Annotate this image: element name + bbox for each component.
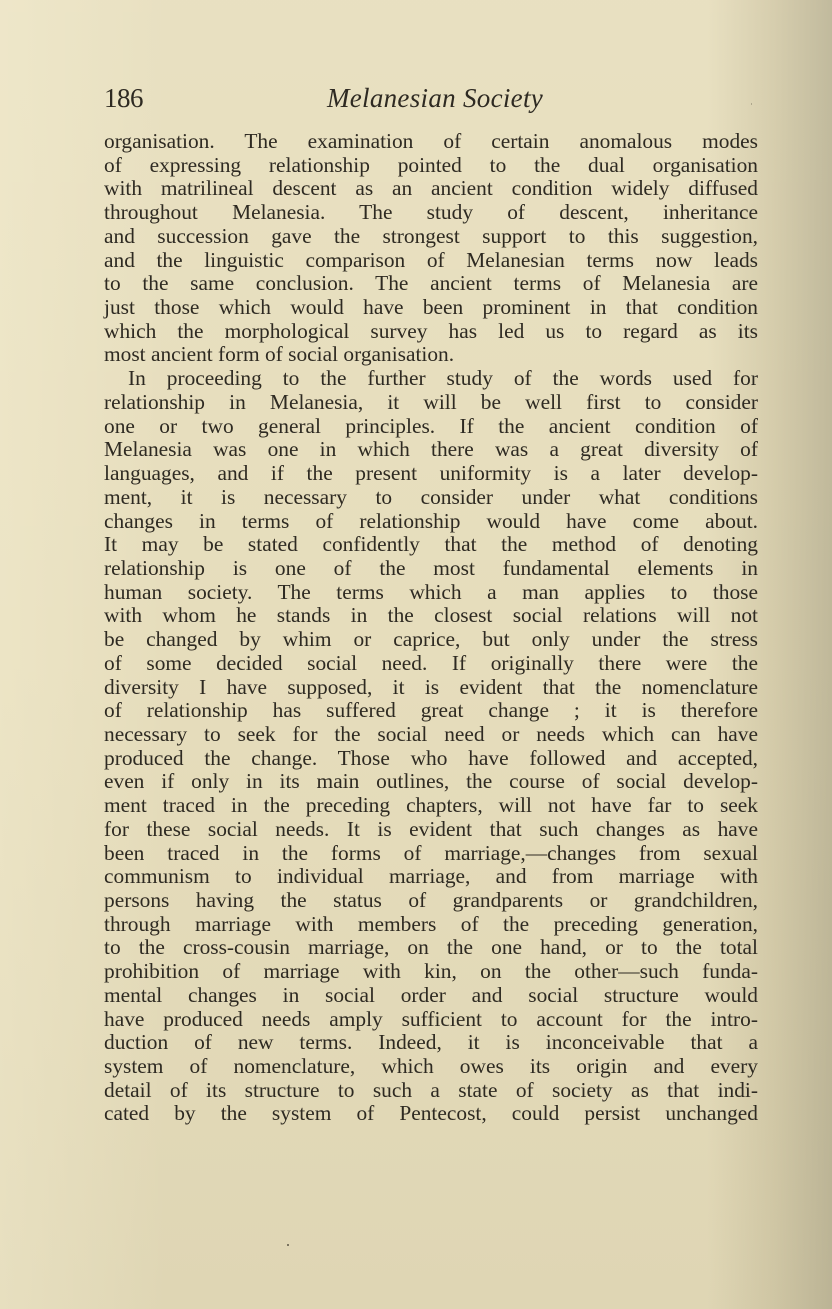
paragraph (104, 130, 758, 367)
text-line: In proceeding to the further study of the words used for (128, 366, 758, 391)
text-line: for these social needs. It is evident that such changes as have (104, 816, 758, 841)
text-line: communism to individual marriage, and from marriage with (104, 864, 758, 889)
text-line: even if only in its main outlines, the course of social develop- (104, 769, 758, 794)
text-line: relationship is one of the most fundamental elements in (104, 555, 758, 580)
text-line: persons having the status of grandparents or grandchildren, (104, 888, 758, 912)
text-line: to the cross-cousin marriage, on the one hand, or to the total (104, 935, 758, 960)
text-line: duction of new terms. Indeed, it is inconceivable that a (104, 1030, 758, 1055)
body-text (104, 130, 758, 1126)
text-line: organisation. The examination of certain anomalous modes (104, 129, 758, 153)
text-line: relationship in Melanesia, it will be well first to consider (104, 389, 758, 414)
text-line: of some decided social need. If originally there were the (104, 650, 758, 675)
text-line: which the morphological survey has led us to regard as its (104, 318, 758, 343)
text-line: of expressing relationship pointed to the dual organisation (104, 152, 758, 177)
text-line: human society. The terms which a man applies to those (104, 579, 758, 604)
text-line: ment, it is necessary to consider under what conditions (104, 484, 758, 509)
text-line: one or two general principles. If the ancient condition of (104, 413, 758, 438)
text-line: Melanesia was one in which there was a great diversity of (104, 437, 758, 462)
text-line: be changed by whim or caprice, but only under the stress (104, 627, 758, 652)
text-line: system of nomenclature, which owes its origin and every (104, 1054, 758, 1079)
text-line: throughout Melanesia. The study of descent, inheritance (104, 200, 758, 225)
text-line: and succession gave the strongest support to this suggestion, (104, 223, 758, 248)
text-line: been traced in the forms of marriage,—changes from sexual (104, 840, 758, 865)
text-line: and the linguistic comparison of Melanesian terms now leads (104, 247, 758, 272)
text-line: necessary to seek for the social need or needs which can have (104, 721, 758, 746)
print-speck (751, 103, 752, 105)
text-line: with whom he stands in the closest social relations will not (104, 603, 758, 628)
text-line: most ancient form of social organisation. (104, 342, 455, 367)
text-line: mental changes in social order and social structure would (104, 982, 758, 1007)
text-line: languages, and if the present uniformity is a later develop- (104, 461, 758, 486)
text-line: detail of its structure to such a state of society as that indi- (104, 1077, 758, 1102)
text-line: cated by the system of Pentecost, could persist unchanged (104, 1101, 758, 1126)
text-line: diversity I have supposed, it is evident that the nomenclature (104, 674, 758, 699)
text-line: with matrilineal descent as an ancient condition widely diffused (104, 176, 758, 201)
text-line: changes in terms of relationship would have come about. (104, 508, 758, 533)
text-line: It may be stated confidently that the method of denoting (104, 532, 758, 557)
text-line: just those which would have been prominent in that condition (104, 295, 758, 320)
paragraph (104, 367, 758, 1126)
text-line: through marriage with members of the preceding generation, (104, 911, 758, 936)
running-head (104, 82, 758, 114)
text-line: have produced needs amply sufficient to account for the intro- (104, 1006, 758, 1031)
text-line: produced the change. Those who have followed and accepted, (104, 745, 758, 770)
page-number: 186 (104, 83, 143, 113)
text-line: of relationship has suffered great change ; it is therefore (104, 698, 758, 723)
text-line: prohibition of marriage with kin, on the other—such funda- (104, 959, 758, 984)
print-speck (287, 1244, 289, 1246)
running-title: Melanesian Society (326, 83, 544, 113)
text-line: to the same conclusion. The ancient terms of Melanesia are (104, 271, 758, 296)
text-line: ment traced in the preceding chapters, will not have far to seek (104, 793, 758, 818)
